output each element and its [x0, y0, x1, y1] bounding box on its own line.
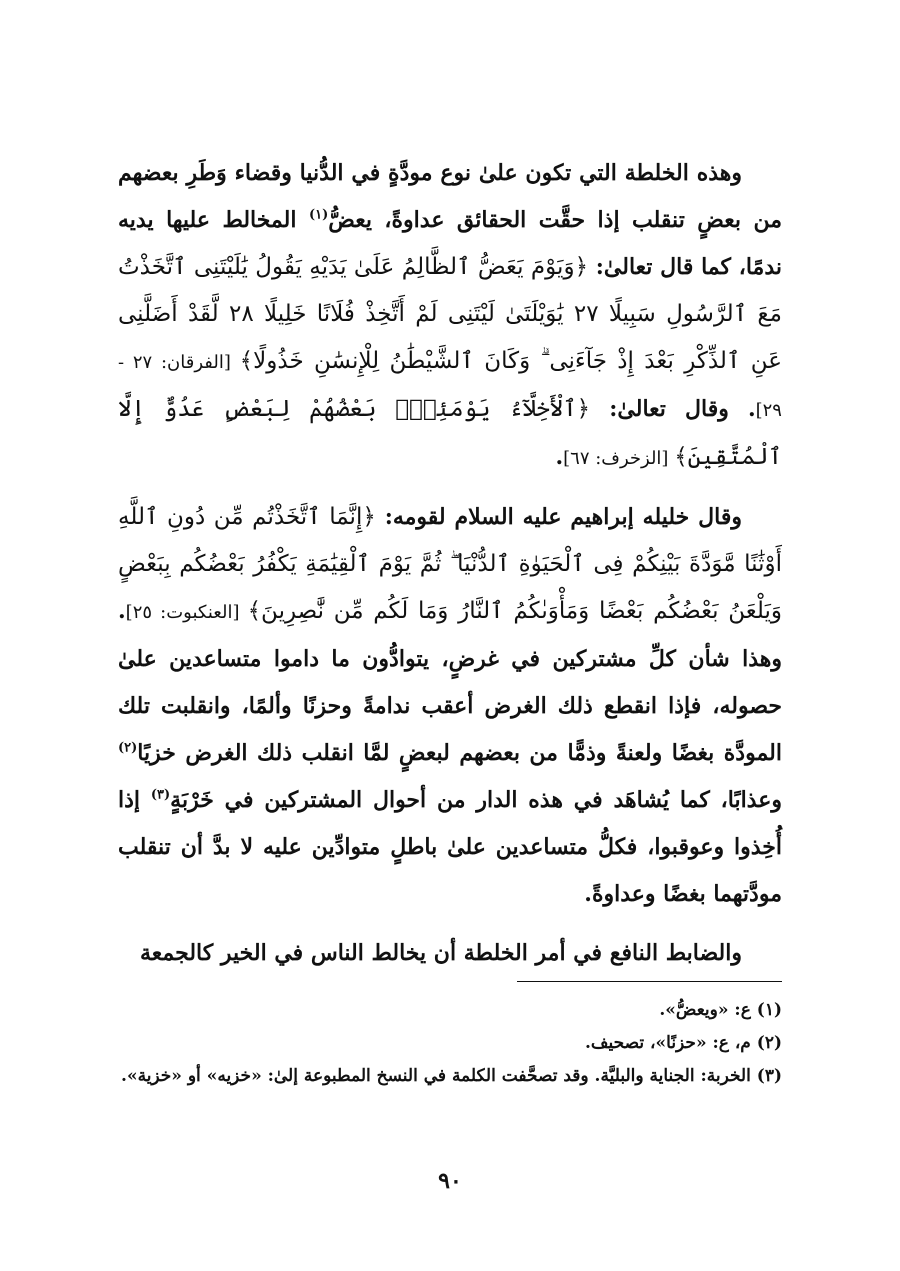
- quran-verse: ﴿وَيَوْمَ يَعَضُّ ٱلظَّالِمُ عَلَىٰ يَدَيْهِ يَقُولُ يَٰلَيْتَنِى ٱتَّخَذْتُ مَعَ ٱلرَّسُولِ سَبِيلًا ٢٧ يَٰوَيْلَتَىٰ لَيْتَنِى لَمْ أَتَّخِذْ فُلَانًا خَلِيلًا ٢٨ لَّقَدْ أَضَلَّنِى عَنِ ٱلذِّكْرِ بَعْدَ إِذْ جَآءَنِى ۗ وَكَانَ ٱلشَّيْطَٰنُ لِلْإِنسَٰنِ خَذُولًا﴾: [118, 254, 782, 374]
- quran-verse: ﴿ٱلْأَخِلَّآءُ يَوْمَئِذٍۭ بَعْضُهُمْ لِبَعْضٍ عَدُوٌّ إِلَّا ٱلْمُتَّقِينَ﴾: [118, 396, 782, 470]
- text-run: وعذابًا، كما يُشاهَد في هذه الدار من أحوال المشتركين في خَرْبَةٍ: [170, 787, 782, 813]
- footnote-divider: [517, 981, 782, 982]
- paragraph-2: [118, 494, 782, 918]
- text-run: . وقال تعالىٰ:: [590, 396, 756, 422]
- text-run: وقال خليله إبراهيم عليه السلام لقومه:: [375, 504, 743, 530]
- verse-reference: [الفرقان: ٢٧ - ٢٩]: [118, 352, 782, 421]
- text-run: . وهذا شأن كلِّ مشتركين في غرضٍ، يتوادُّون ما داموا متساعدين علىٰ حصوله، فإذا انقطع ذلك الغرض أعقب ندامةً وحزنًا وألمًا، وانقلبت تلك المودَّة بغضًا ولعنةً وذمًّا من بعضهم لبعضٍ لمَّا انقلب ذلك الغرض خزيًا: [118, 598, 782, 766]
- text-run: المخالط عليها يديه ندمًا، كما قال تعالىٰ:: [118, 207, 782, 280]
- text-run: والضابط النافع في أمر الخلطة أن يخالط الناس في الخير كالجمعة: [140, 940, 742, 966]
- quran-verse: ﴿إِنَّمَا ٱتَّخَذْتُم مِّن دُونِ ٱللَّهِ أَوْثَٰنًا مَّوَدَّةَ بَيْنِكُمْ فِى ٱلْحَيَوٰةِ ٱلدُّنْيَا ۖ ثُمَّ يَوْمَ ٱلْقِيَٰمَةِ يَكْفُرُ بَعْضُكُم بِبَعْضٍ وَيَلْعَنُ بَعْضُكُم بَعْضًا وَمَأْوَىٰكُمُ ٱلنَّارُ وَمَا لَكُم مِّن نَّٰصِرِينَ﴾: [118, 504, 783, 624]
- footnotes: [118, 994, 782, 1093]
- text-run: .: [555, 444, 564, 470]
- footnote-ref-3[interactable]: (٣): [150, 787, 171, 803]
- footnote-3: [118, 1060, 782, 1093]
- footnote-ref-2[interactable]: (٢): [118, 740, 138, 756]
- footnote-2: [118, 1027, 782, 1060]
- paragraph-3: [118, 930, 782, 977]
- verse-reference: [العنكبوت: ٢٥]: [125, 602, 248, 623]
- text-run: وهذه الخلطة التي تكون علىٰ نوع مودَّةٍ في الدُّنيا وقضاء وَطَرِ بعضهم من بعضٍ تنقلب إذا حقَّت الحقائق عداوةً، يعضُّ: [118, 160, 783, 233]
- footnote-text: الخربة: الجناية والبليَّة. وقد تصحَّفت الكلمة في النسخ المطبوعة إلىٰ: «خزيه» أو «خزية».: [121, 1066, 751, 1086]
- page-number: ٩٠: [438, 1168, 462, 1194]
- verse-reference: [الزخرف: ٦٧]: [563, 448, 675, 469]
- footnote-number: (٢): [756, 1033, 782, 1053]
- footnote-1: [118, 994, 782, 1027]
- footnote-text: ع: «ويعضُّ».: [659, 1000, 751, 1020]
- footnote-number: (٣): [756, 1066, 782, 1086]
- footnote-number: (١): [756, 1000, 782, 1020]
- main-text: [118, 150, 782, 989]
- text-run: إذا أُخِذوا وعوقبوا، فكلُّ متساعدين علىٰ باطلٍ متوادِّين عليه لا بدَّ أن تنقلب مودَّتهما بغضًا وعداوةً.: [118, 787, 782, 907]
- footnote-ref-1[interactable]: (١): [308, 207, 329, 223]
- footnote-text: م، ع: «حزنًا»، تصحيف.: [585, 1033, 751, 1053]
- paragraph-1: [118, 150, 782, 482]
